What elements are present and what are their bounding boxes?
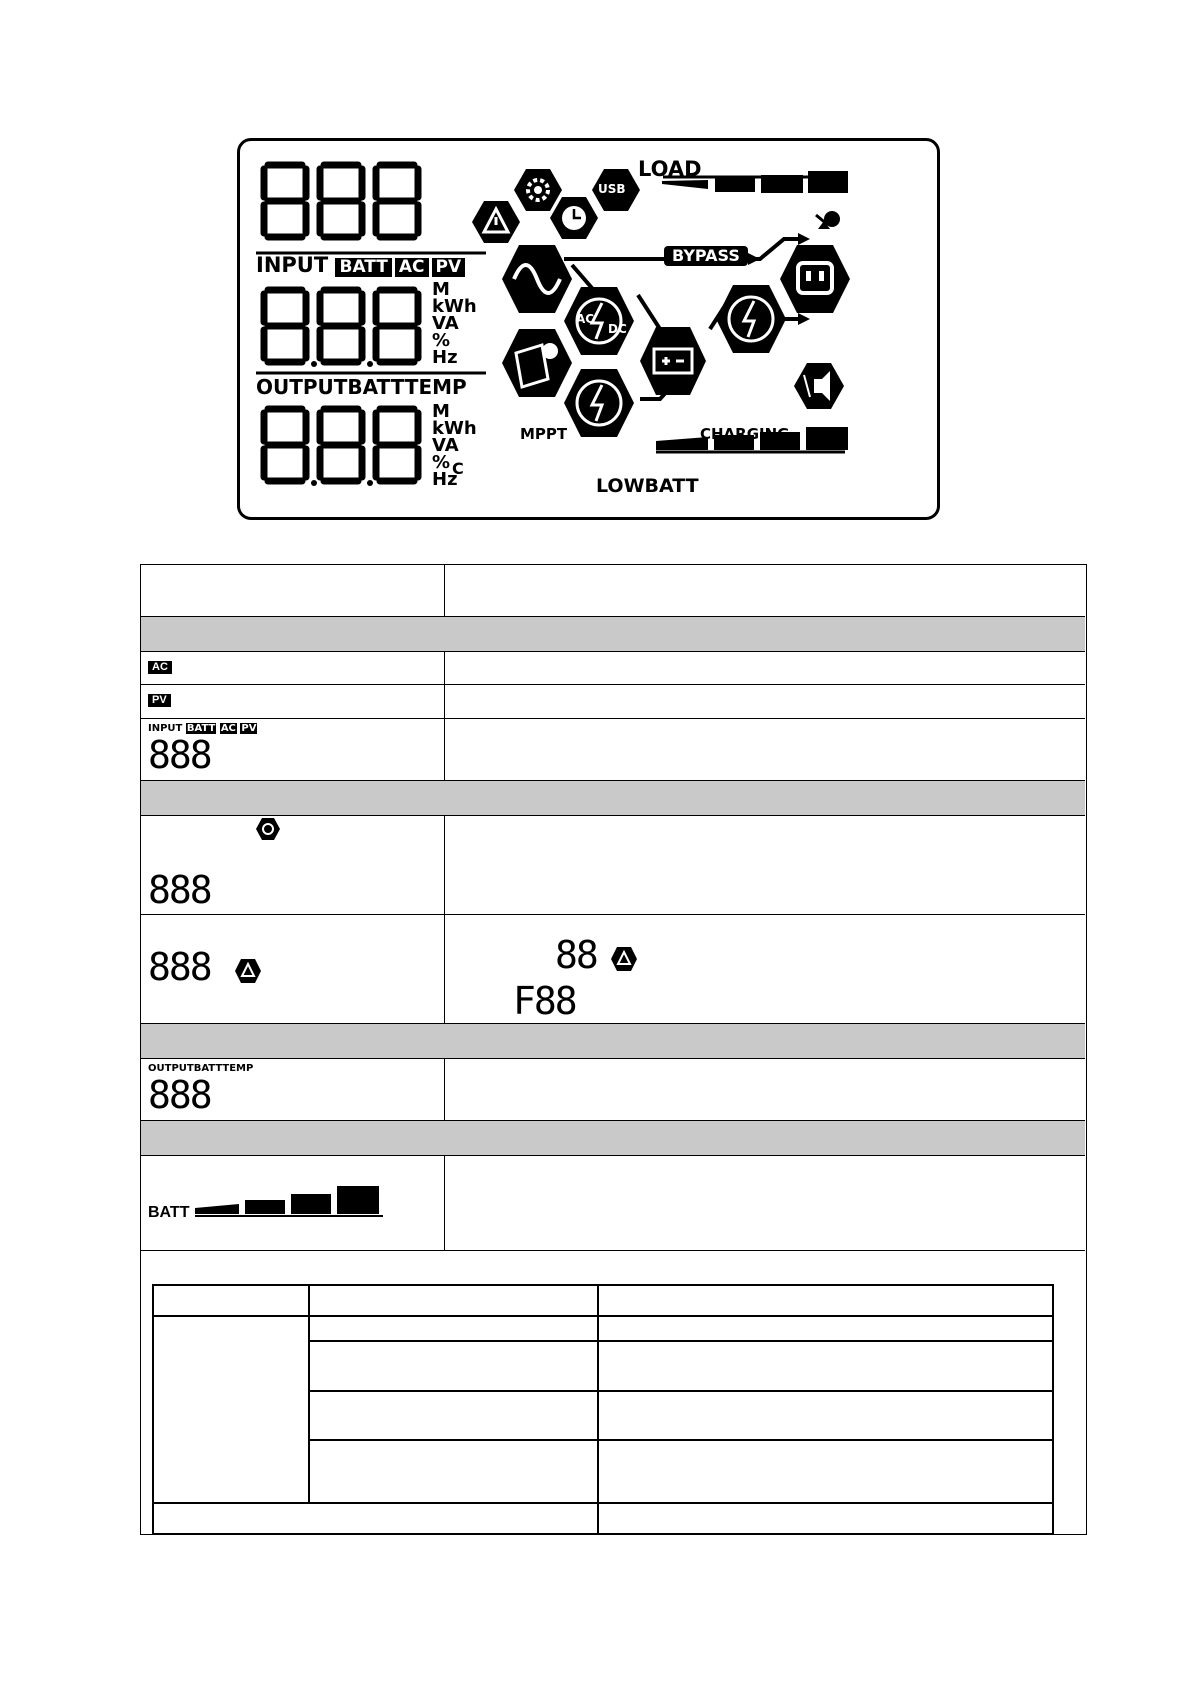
unit-hz: Hz (432, 469, 458, 490)
table-row-settings (141, 816, 1085, 915)
table-header-row (141, 565, 1085, 617)
table-row-warning (141, 915, 1085, 1024)
solar-panel-icon (502, 329, 572, 397)
section-band-battery (141, 1121, 1085, 1156)
unit-kwh: kWh (432, 296, 477, 317)
output-digit-display (264, 409, 418, 486)
warning-code-sample: 88 (555, 933, 597, 977)
fault-code-sample: F88 (513, 979, 576, 1023)
mini-input-digits: 888 (148, 733, 211, 777)
input-ac-badge: AC (395, 258, 429, 277)
mppt-label: MPPT (520, 425, 568, 443)
input-label (256, 255, 468, 277)
input-digit-display (264, 290, 418, 367)
table-row-input-display (141, 719, 1085, 781)
mini-input-caption: INPUT BATT AC PV (148, 723, 257, 734)
mini-gear-icon (256, 818, 280, 840)
usb-label: USB (598, 182, 626, 196)
unit-va: VA (432, 313, 459, 334)
overload-icon (816, 211, 840, 229)
top-digit-display (264, 165, 418, 237)
grid-ac-icon (502, 245, 572, 313)
table-row-battery-display (141, 1156, 1085, 1251)
input-pv-badge: PV (432, 258, 466, 277)
mini-output-caption: OUTPUTBATTTEMP (148, 1063, 254, 1074)
ac-dc-converter-icon (564, 287, 634, 355)
section-band-config (141, 781, 1085, 816)
settings-gear-icon (514, 169, 562, 211)
converter-ac-label: AC (576, 312, 595, 326)
dc-dc-converter-icon (564, 369, 634, 437)
section-band-input (141, 617, 1085, 652)
table-row-ac (141, 652, 1085, 685)
mini-output-digits: 888 (148, 1073, 211, 1117)
warning-code-icon (611, 947, 637, 971)
battery-detail-table (152, 1284, 1054, 1534)
mini-warning-icon (235, 959, 261, 983)
lowbatt-label: LOWBATT (596, 475, 699, 497)
unit-kwh: kWh (432, 418, 477, 439)
clock-icon (550, 197, 598, 239)
unit-hz: Hz (432, 347, 458, 368)
celsius-unit: C (452, 459, 464, 478)
mini-batt-caption: BATT (148, 1204, 190, 1221)
table-row-pv (141, 685, 1085, 719)
converter-dc-label: DC (608, 322, 627, 336)
mute-icon (794, 363, 844, 409)
pv-badge: PV (148, 694, 171, 707)
lcd-graphics (240, 141, 943, 523)
dc-ac-inverter-icon (716, 285, 786, 353)
unit-va: VA (432, 435, 459, 456)
input-caption: INPUT (256, 253, 329, 277)
input-units (432, 281, 477, 366)
unit-percent: % (432, 330, 451, 351)
unit-m: M (432, 279, 450, 300)
lcd-panel (237, 138, 940, 520)
output-label: OUTPUTBATTTEMP (256, 375, 467, 399)
section-band-output (141, 1024, 1085, 1059)
table-row-output-display (141, 1059, 1085, 1121)
load-label: LOAD (638, 157, 702, 181)
unit-percent: % (432, 452, 451, 473)
lcd-description-table (140, 564, 1087, 1535)
ac-outlet-icon (780, 245, 850, 313)
warning-icon (472, 201, 520, 243)
mini-warning-digits: 888 (148, 945, 211, 989)
bypass-label: BYPASS (664, 246, 748, 266)
battery-icon (640, 327, 706, 395)
mini-settings-digits: 888 (148, 868, 211, 912)
charging-label: CHARGING (700, 425, 790, 443)
input-batt-badge: BATT (335, 258, 391, 277)
ac-badge: AC (148, 661, 172, 674)
unit-m: M (432, 401, 450, 422)
mini-battery-bars (195, 1182, 385, 1218)
